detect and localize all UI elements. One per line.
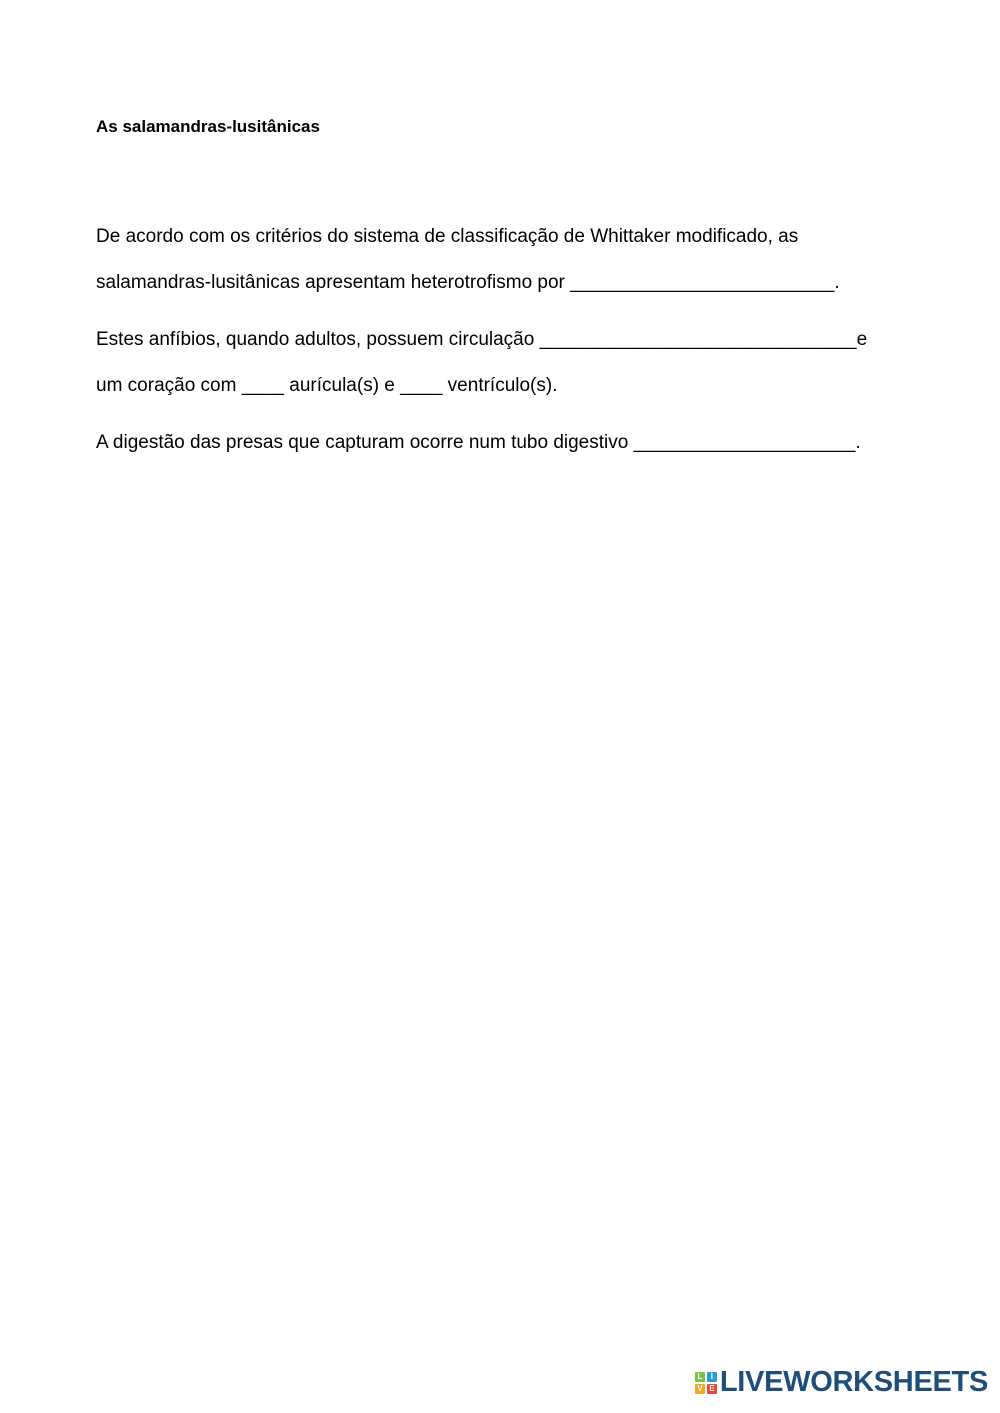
paragraph-line-4: um coração com ____ aurícula(s) e ____ ventrículo(s). (96, 375, 558, 396)
logo-wordmark: LIVEWORKSHEETS (719, 1366, 988, 1398)
logo-letter-i: I (707, 1372, 717, 1382)
logo-letter-e: E (707, 1384, 717, 1394)
paragraph-line-1: De acordo com os critérios do sistema de classificação de Whittaker modificado, as (96, 226, 799, 247)
paragraph-line-2: salamandras-lusitânicas apresentam heterotrofismo por _________________________. (96, 272, 840, 293)
logo-letter-v: V (695, 1384, 705, 1394)
logo-mark-icon (695, 1372, 717, 1394)
paragraph-line-3: Estes anfíbios, quando adultos, possuem circulação ______________________________e (96, 329, 868, 350)
worksheet-title: As salamandras-lusitânicas (96, 117, 320, 136)
logo-letter-l: L (695, 1372, 705, 1382)
liveworksheets-logo (695, 1366, 988, 1399)
paragraph-line-5: A digestão das presas que capturam ocorre num tubo digestivo _____________________. (96, 432, 861, 453)
